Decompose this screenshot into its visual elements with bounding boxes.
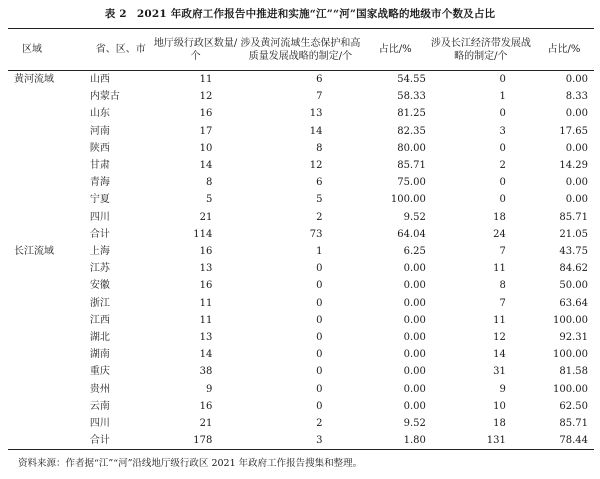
cell-cities: 10 [199, 142, 213, 154]
cell-province: 合计 [89, 228, 110, 240]
cell-cities: 21 [199, 418, 213, 430]
cell-yellow-river-plan: 1 [316, 246, 323, 258]
cell-yellow-river-pct: 80.00 [397, 142, 426, 154]
cell-province: 甘肃 [89, 160, 110, 172]
cell-cities: 12 [199, 91, 213, 103]
table-title: 2021 年政府工作报告中推进和实施“江”“河”国家战略的地级市个数及占比 [136, 8, 496, 20]
table-row [8, 312, 594, 329]
cell-yellow-river-pct: 0.00 [403, 400, 426, 412]
cell-yangtze-plan: 11 [493, 263, 506, 275]
cell-region [8, 191, 84, 208]
cell-yangtze-pct: 8.33 [565, 91, 588, 103]
cell-yangtze-pct: 21.05 [559, 228, 588, 240]
cell-region [8, 277, 84, 294]
cell-yangtze-plan: 8 [499, 280, 506, 292]
cell-yellow-river-plan: 73 [309, 228, 323, 240]
cell-yangtze-plan: 131 [428, 432, 534, 450]
cell-yangtze-pct: 81.58 [559, 366, 588, 378]
cell-cities: 178 [153, 432, 239, 450]
cell-yangtze-pct: 43.75 [559, 246, 588, 258]
cell-region [8, 157, 84, 174]
cell-region [8, 398, 84, 415]
cell-yellow-river-plan: 13 [309, 108, 323, 120]
cell-region [8, 209, 84, 226]
table-caption [0, 6, 600, 21]
cell-region [8, 226, 84, 243]
cell-cities: 16 [199, 400, 213, 412]
cell-yangtze-pct: 100.00 [553, 314, 588, 326]
table-row [8, 226, 594, 243]
header-yangtze-pct: 占比/% [534, 29, 594, 71]
cell-cities: 16 [199, 108, 213, 120]
table-row [8, 243, 594, 260]
cell-region [8, 415, 84, 432]
table-row [8, 105, 594, 122]
cell-yangtze-plan: 3 [499, 125, 506, 137]
cell-province: 山东 [89, 108, 110, 120]
table-row [8, 398, 594, 415]
cell-region [8, 174, 84, 191]
cell-yangtze-pct: 62.50 [559, 400, 588, 412]
table-body [8, 71, 594, 450]
cell-region [8, 260, 84, 277]
table-row [8, 157, 594, 174]
cell-yellow-river-pct: 64.04 [397, 228, 426, 240]
cell-yellow-river-plan: 0 [316, 332, 323, 344]
cell-province: 湖北 [89, 332, 110, 344]
cell-yellow-river-pct: 0.00 [403, 349, 426, 361]
source-note: 资料来源：作者据“江”“河”沿线地厅级行政区 2021 年政府工作报告搜集和整理。 [18, 458, 363, 469]
cell-region [8, 312, 84, 329]
cell-yangtze-pct: 100.00 [553, 349, 588, 361]
cell-province: 云南 [89, 400, 110, 412]
cell-region: 长江流域 [14, 246, 54, 258]
cell-yangtze-plan: 12 [493, 332, 506, 344]
cell-cities: 11 [199, 74, 213, 85]
cell-yangtze-plan: 0 [499, 194, 506, 206]
cell-yellow-river-plan: 0 [316, 297, 323, 309]
table-row [8, 295, 594, 312]
cell-yangtze-plan: 7 [499, 297, 506, 309]
table-row [8, 415, 594, 432]
cell-yangtze-plan: 18 [493, 418, 506, 430]
cell-cities: 16 [199, 246, 213, 258]
cell-yangtze-pct: 0.00 [565, 177, 588, 189]
cell-province: 重庆 [89, 366, 110, 378]
cell-province: 陕西 [89, 142, 110, 154]
table-row [8, 363, 594, 380]
table-header-row [8, 29, 594, 71]
cell-yangtze-pct: 92.31 [559, 332, 588, 344]
cell-yangtze-plan: 18 [493, 211, 506, 223]
data-table [8, 28, 594, 450]
cell-yellow-river-plan: 2 [316, 211, 323, 223]
table-row [8, 277, 594, 294]
cell-yellow-river-pct: 82.35 [397, 125, 426, 137]
cell-province: 安徽 [89, 280, 110, 292]
cell-yangtze-pct: 85.71 [559, 211, 588, 223]
cell-yangtze-plan: 0 [499, 177, 506, 189]
cell-province: 宁夏 [89, 194, 110, 206]
cell-yangtze-pct: 0.00 [565, 108, 588, 120]
table-row [8, 140, 594, 157]
cell-province: 江苏 [89, 263, 110, 275]
cell-cities: 13 [199, 332, 213, 344]
cell-yellow-river-pct: 0.00 [403, 280, 426, 292]
cell-region: 黄河流域 [14, 74, 54, 85]
table-row [8, 381, 594, 398]
cell-yangtze-pct: 78.44 [534, 432, 594, 450]
cell-cities: 17 [199, 125, 213, 137]
cell-yellow-river-plan: 14 [309, 125, 323, 137]
cell-yangtze-plan: 14 [493, 349, 506, 361]
cell-province: 内蒙古 [89, 91, 120, 103]
cell-yellow-river-plan: 8 [316, 142, 323, 154]
cell-yangtze-pct: 84.62 [559, 263, 588, 275]
cell-yellow-river-pct: 0.00 [403, 332, 426, 344]
cell-yellow-river-plan: 0 [316, 400, 323, 412]
cell-cities: 9 [206, 383, 213, 395]
header-yellow-river-plan: 涉及黄河流域生态保护和高质量发展战略的制定/个 [238, 29, 362, 71]
cell-yangtze-pct: 63.64 [559, 297, 588, 309]
cell-yellow-river-plan: 0 [316, 280, 323, 292]
header-region: 区域 [8, 29, 84, 71]
cell-yangtze-pct: 0.00 [565, 74, 588, 85]
cell-yangtze-pct: 100.00 [553, 383, 588, 395]
table-row [8, 88, 594, 105]
cell-cities: 21 [199, 211, 213, 223]
cell-yellow-river-pct: 81.25 [397, 108, 426, 120]
cell-yangtze-pct: 17.65 [559, 125, 588, 137]
cell-cities: 8 [206, 177, 213, 189]
header-yellow-river-pct: 占比/% [363, 29, 428, 71]
cell-cities: 14 [199, 160, 213, 172]
cell-cities: 13 [199, 263, 213, 275]
cell-yellow-river-plan: 7 [316, 91, 323, 103]
cell-yellow-river-pct: 75.00 [397, 177, 426, 189]
cell-province: 浙江 [89, 297, 110, 309]
cell-yellow-river-pct: 9.52 [403, 211, 426, 223]
cell-yangtze-pct: 0.00 [565, 142, 588, 154]
cell-yangtze-plan: 31 [493, 366, 506, 378]
cell-province: 贵州 [89, 383, 110, 395]
cell-cities: 14 [199, 349, 213, 361]
cell-yellow-river-pct: 100.00 [390, 194, 426, 206]
cell-yangtze-pct: 0.00 [565, 194, 588, 206]
cell-yellow-river-plan: 0 [316, 314, 323, 326]
cell-yangtze-pct: 85.71 [559, 418, 588, 430]
cell-cities: 5 [206, 194, 213, 206]
cell-province: 青海 [89, 177, 110, 189]
cell-province: 江西 [89, 314, 110, 326]
table-row [8, 432, 594, 450]
cell-yellow-river-plan: 5 [316, 194, 323, 206]
cell-region [8, 363, 84, 380]
cell-cities: 114 [193, 228, 213, 240]
cell-yellow-river-plan: 0 [316, 366, 323, 378]
cell-region [8, 329, 84, 346]
cell-yellow-river-plan: 12 [309, 160, 323, 172]
cell-province: 上海 [89, 246, 110, 258]
cell-cities: 11 [199, 314, 213, 326]
cell-yangtze-plan: 7 [499, 246, 506, 258]
cell-yangtze-pct: 50.00 [559, 280, 588, 292]
cell-yellow-river-pct: 6.25 [403, 246, 426, 258]
cell-yangtze-plan: 11 [493, 314, 506, 326]
cell-yellow-river-pct: 0.00 [403, 314, 426, 326]
cell-yangtze-plan: 1 [499, 91, 506, 103]
header-yangtze-plan: 涉及长江经济带发展战略的制定/个 [428, 29, 534, 71]
cell-yangtze-plan: 10 [493, 400, 506, 412]
cell-region [8, 88, 84, 105]
cell-region [8, 295, 84, 312]
cell-yellow-river-plan: 0 [316, 263, 323, 275]
cell-yangtze-plan: 24 [493, 228, 506, 240]
table-row [8, 209, 594, 226]
cell-province: 四川 [89, 211, 110, 223]
cell-yellow-river-plan: 6 [316, 74, 323, 85]
cell-yangtze-plan: 0 [499, 74, 506, 85]
table-row [8, 174, 594, 191]
cell-yellow-river-plan: 2 [316, 418, 323, 430]
header-cities: 地厅级行政区数量/个 [153, 29, 239, 71]
cell-province: 山西 [89, 74, 110, 85]
table-row [8, 123, 594, 140]
cell-region [8, 105, 84, 122]
cell-yellow-river-pct: 0.00 [403, 263, 426, 275]
cell-cities: 38 [199, 366, 213, 378]
table-row [8, 71, 594, 89]
cell-region [8, 346, 84, 363]
cell-province: 四川 [89, 418, 110, 430]
cell-region [8, 432, 84, 450]
table-row [8, 346, 594, 363]
cell-province: 河南 [89, 125, 110, 137]
cell-yangtze-plan: 2 [499, 160, 506, 172]
cell-yellow-river-plan: 6 [316, 177, 323, 189]
table-row [8, 191, 594, 208]
cell-yellow-river-pct: 85.71 [397, 160, 426, 172]
cell-yangtze-plan: 0 [499, 142, 506, 154]
cell-region [8, 140, 84, 157]
cell-region [8, 123, 84, 140]
table-row [8, 260, 594, 277]
table-row [8, 329, 594, 346]
cell-yellow-river-plan: 0 [316, 383, 323, 395]
cell-cities: 11 [199, 297, 213, 309]
cell-yellow-river-pct: 0.00 [403, 297, 426, 309]
cell-yellow-river-pct: 58.33 [397, 91, 426, 103]
cell-province: 合计 [84, 432, 153, 450]
cell-province: 湖南 [89, 349, 110, 361]
header-province: 省、区、市 [84, 29, 153, 71]
table-number: 表 2 [104, 8, 127, 20]
cell-region [8, 381, 84, 398]
cell-yangtze-plan: 0 [499, 108, 506, 120]
cell-cities: 16 [199, 280, 213, 292]
cell-yellow-river-plan: 0 [316, 349, 323, 361]
cell-yangtze-plan: 9 [499, 383, 506, 395]
cell-yellow-river-pct: 54.55 [397, 74, 426, 85]
cell-yellow-river-pct: 0.00 [403, 383, 426, 395]
cell-yellow-river-pct: 1.80 [363, 432, 428, 450]
cell-yangtze-pct: 14.29 [559, 160, 588, 172]
cell-yellow-river-plan: 3 [238, 432, 362, 450]
cell-yellow-river-pct: 0.00 [403, 366, 426, 378]
cell-yellow-river-pct: 9.52 [403, 418, 426, 430]
